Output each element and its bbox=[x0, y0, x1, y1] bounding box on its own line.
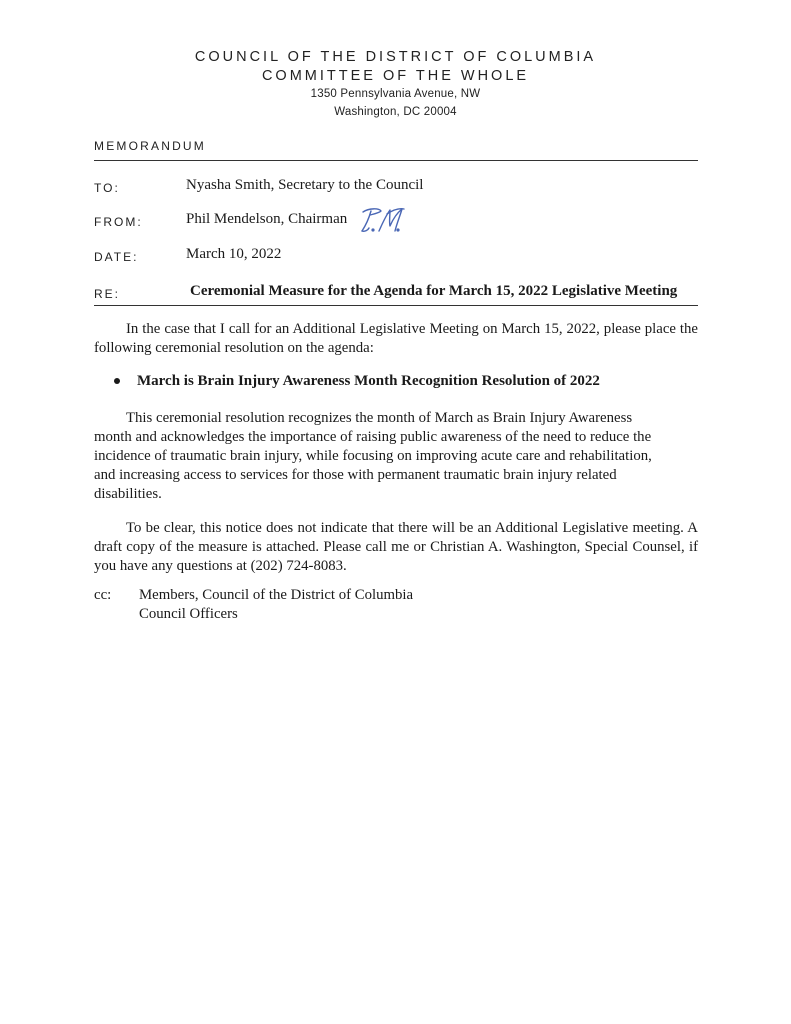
to-value: Nyasha Smith, Secretary to the Council bbox=[186, 177, 424, 193]
address-street: 1350 Pennsylvania Avenue, NW bbox=[310, 88, 481, 100]
re-value: Ceremonial Measure for the Agenda for March 15, 2022 Legislative Meeting bbox=[190, 283, 678, 299]
description-line: incidence of traumatic brain injury, while focusing on improving acute care and rehabilitation, bbox=[94, 448, 652, 464]
signature-initials-icon bbox=[357, 204, 407, 236]
address-city: Washington, DC 20004 bbox=[334, 106, 457, 118]
council-name: COUNCIL OF THE DISTRICT OF COLUMBIA bbox=[194, 49, 597, 65]
re-label: RE: bbox=[94, 287, 121, 301]
from-value: Phil Mendelson, Chairman bbox=[186, 211, 348, 227]
description-paragraph bbox=[94, 409, 698, 504]
header-divider bbox=[94, 160, 698, 161]
cc-label: cc: bbox=[94, 587, 112, 603]
description-line: month and acknowledges the importance of raising public awareness of the need to reduce the bbox=[94, 429, 652, 445]
subject-divider bbox=[94, 305, 698, 306]
to-label: TO: bbox=[94, 181, 120, 195]
bullet-icon bbox=[114, 378, 120, 384]
date-value: March 10, 2022 bbox=[186, 246, 282, 262]
cc-recipient-officers: Council Officers bbox=[139, 606, 238, 622]
intro-text: In the case that I call for an Additional Legislative Meeting on March 15, 2022, please place the following ceremonial resolution on the agenda: bbox=[94, 321, 698, 356]
description-line bbox=[94, 409, 698, 428]
notice-text: To be clear, this notice does not indicate that there will be an Additional Legislative meeting. A draft copy of the measure is attached. Please call me or Christian A. Washington, Special Counsel, if you have any questions at (202) 724-8083. bbox=[94, 520, 698, 574]
description-line-text: This ceremonial resolution recognizes the month of March as Brain Injury Awareness bbox=[126, 410, 633, 426]
memo-title: MEMORANDUM bbox=[94, 139, 206, 153]
description-line: and increasing access to services for those with permanent traumatic brain injury related bbox=[94, 467, 617, 483]
from-label: FROM: bbox=[94, 215, 143, 229]
intro-paragraph bbox=[94, 320, 698, 358]
cc-recipient-members: Members, Council of the District of Columbia bbox=[139, 587, 414, 603]
date-label: DATE: bbox=[94, 250, 139, 264]
description-line: disabilities. bbox=[94, 486, 162, 502]
resolution-title: March is Brain Injury Awareness Month Recognition Resolution of 2022 bbox=[137, 373, 600, 389]
notice-paragraph bbox=[94, 519, 698, 576]
committee-name: COMMITTEE OF THE WHOLE bbox=[261, 68, 530, 84]
resolution-list-item bbox=[114, 373, 600, 390]
